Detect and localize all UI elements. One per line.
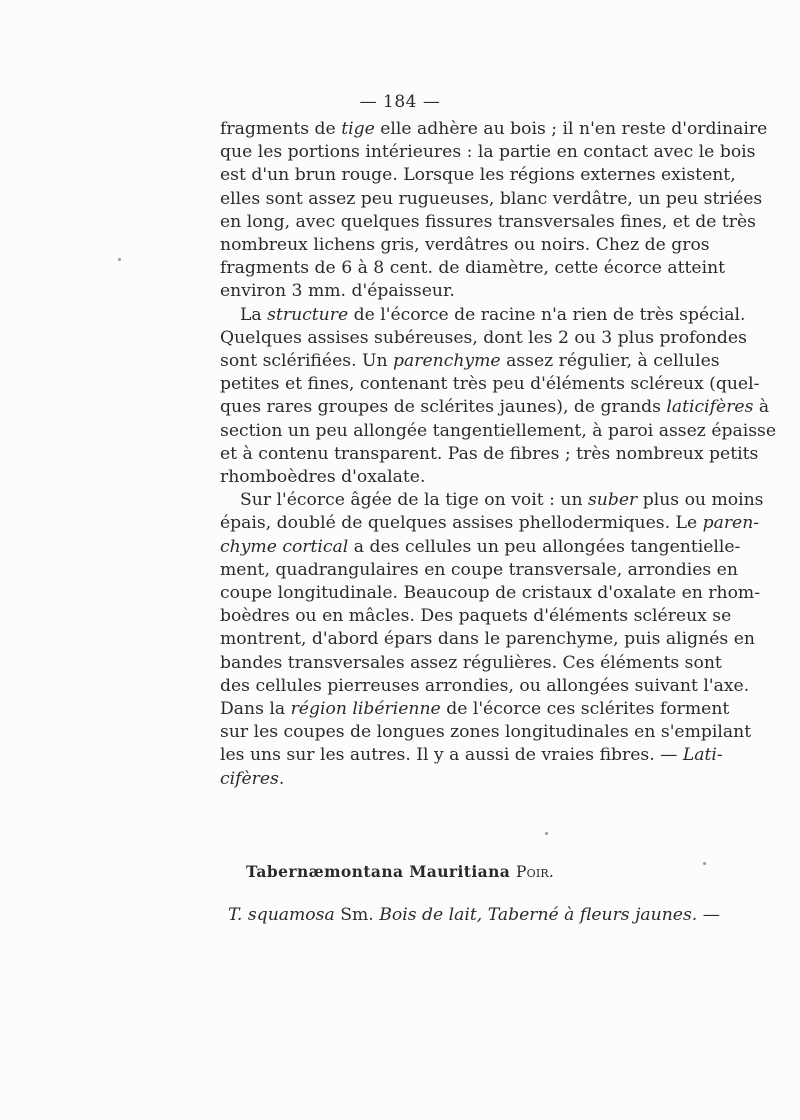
text-line — [220, 373, 760, 396]
text-line — [220, 605, 732, 628]
text-run: Quelques assises subéreuses, dont les 2 ou 3 plus profondes — [220, 327, 747, 348]
synonym-species: squamosa — [247, 905, 335, 925]
text-run: ques rares groupes de sclérites jaunes), de grands — [220, 397, 667, 418]
italic-term: parenchyme — [393, 351, 501, 372]
text-line — [220, 420, 777, 443]
heading-title: Tabernæmontana Mauritiana — [245, 862, 511, 881]
text-run: ment, quadrangulaires en coupe transversale, arrondies en — [220, 559, 738, 580]
text-run: . — [278, 768, 285, 789]
italic-term: chyme cortical — [220, 536, 349, 557]
text-line — [220, 512, 760, 535]
print-speck — [703, 862, 706, 865]
text-line — [220, 675, 750, 698]
text-run: que les portions intérieures : la partie en contact avec le bois — [220, 142, 756, 163]
text-run: plus ou moins — [637, 490, 764, 511]
italic-term: structure — [267, 304, 349, 325]
italic-term: tige — [341, 119, 375, 139]
text-run: nombreux lichens gris, verdâtres ou noirs. Chez de gros — [220, 235, 710, 256]
page-number: — 184 — — [359, 92, 441, 112]
print-speck — [545, 832, 548, 835]
text-line — [220, 211, 757, 234]
text-run: les uns sur les autres. Il y a aussi de vraies fibres. — — [220, 745, 683, 766]
text-run: de l'écorce ces sclérites forment — [440, 699, 730, 720]
text-run: assez régulier, à cellules — [500, 351, 720, 372]
text-line — [220, 280, 698, 303]
text-line — [220, 304, 746, 327]
italic-term: laticifères — [666, 397, 754, 418]
text-run: La — [240, 304, 268, 325]
italic-term: paren- — [702, 513, 760, 534]
text-run: en long, avec quelques fissures transversales fines, et de très — [220, 211, 757, 232]
heading-author: Poir. — [515, 863, 554, 881]
text-run: et à contenu transparent. Pas de fibres ; très nombreux petits — [220, 443, 759, 464]
italic-term: cifères — [220, 768, 279, 789]
text-line — [220, 652, 722, 675]
print-speck — [118, 258, 121, 261]
synonym-common-names: Bois de lait, Taberné à fleurs jaunes. — [379, 905, 698, 925]
text-line — [220, 559, 738, 582]
synonym-author: Sm. — [340, 905, 374, 925]
text-line — [220, 698, 730, 721]
section-heading — [0, 862, 800, 881]
text-run: est d'un brun rouge. Lorsque les régions externes existent, — [220, 165, 736, 186]
text-run: sont sclérifiées. Un — [220, 351, 394, 372]
text-line — [220, 164, 736, 187]
text-run: section un peu allongée tangentiellement, à paroi assez épaisse — [220, 420, 777, 441]
italic-term: région libérienne — [290, 699, 441, 720]
synonym-line — [228, 905, 720, 925]
text-line — [220, 443, 759, 466]
text-line — [220, 257, 726, 280]
text-run: bandes transversales assez régulières. Ces éléments sont — [220, 652, 722, 673]
text-line — [220, 141, 756, 164]
text-run: elle adhère au bois ; il n'en reste d'ordinaire — [374, 119, 768, 139]
text-line — [220, 118, 768, 141]
text-line — [220, 466, 698, 489]
text-run: a des cellules un peu allongées tangentielle- — [348, 536, 741, 557]
text-run: de l'écorce de racine n'a rien de très spécial. — [348, 304, 746, 325]
text-run: sur les coupes de longues zones longitudinales en s'empilant — [220, 722, 752, 743]
body-text — [220, 118, 777, 791]
text-line — [220, 327, 747, 350]
text-run: Sur l'écorce âgée de la tige on voit : un — [240, 490, 588, 511]
text-run: boèdres ou en mâcles. Des paquets d'éléments scléreux se — [220, 606, 732, 627]
text-run: elles sont assez peu rugueuses, blanc verdâtre, un peu striées — [220, 188, 763, 209]
text-line — [220, 768, 698, 791]
text-run: rhomboèdres d'oxalate. — [220, 467, 426, 488]
text-line — [220, 628, 755, 651]
text-line — [220, 350, 720, 373]
text-line — [220, 582, 761, 605]
text-run: fragments de 6 à 8 cent. de diamètre, cette écorce atteint — [220, 258, 726, 279]
text-run: des cellules pierreuses arrondies, ou allongées suivant l'axe. — [220, 675, 750, 696]
text-line — [220, 536, 741, 559]
text-run: Dans la — [220, 699, 291, 720]
text-run: montrent, d'abord épars dans le parenchyme, puis alignés en — [220, 629, 755, 650]
synonym-dash: — — [702, 905, 720, 925]
text-run: épais, doublé de quelques assises phellodermiques. Le — [220, 513, 703, 534]
text-line — [220, 188, 763, 211]
text-run: petites et fines, contenant très peu d'éléments scléreux (quel- — [220, 374, 760, 395]
text-line — [220, 744, 723, 767]
text-line — [220, 396, 770, 419]
text-line — [220, 489, 764, 512]
text-line — [220, 234, 710, 257]
text-run: fragments de — [220, 119, 342, 139]
italic-term: suber — [587, 490, 638, 511]
text-run: environ 3 mm. d'épaisseur. — [220, 281, 455, 302]
text-line — [220, 721, 752, 744]
synonym-genus: T. — [228, 905, 243, 925]
text-run: à — [753, 397, 770, 418]
text-run: coupe longitudinale. Beaucoup de cristaux d'oxalate en rhom- — [220, 583, 761, 604]
italic-term: Lati- — [682, 745, 723, 766]
